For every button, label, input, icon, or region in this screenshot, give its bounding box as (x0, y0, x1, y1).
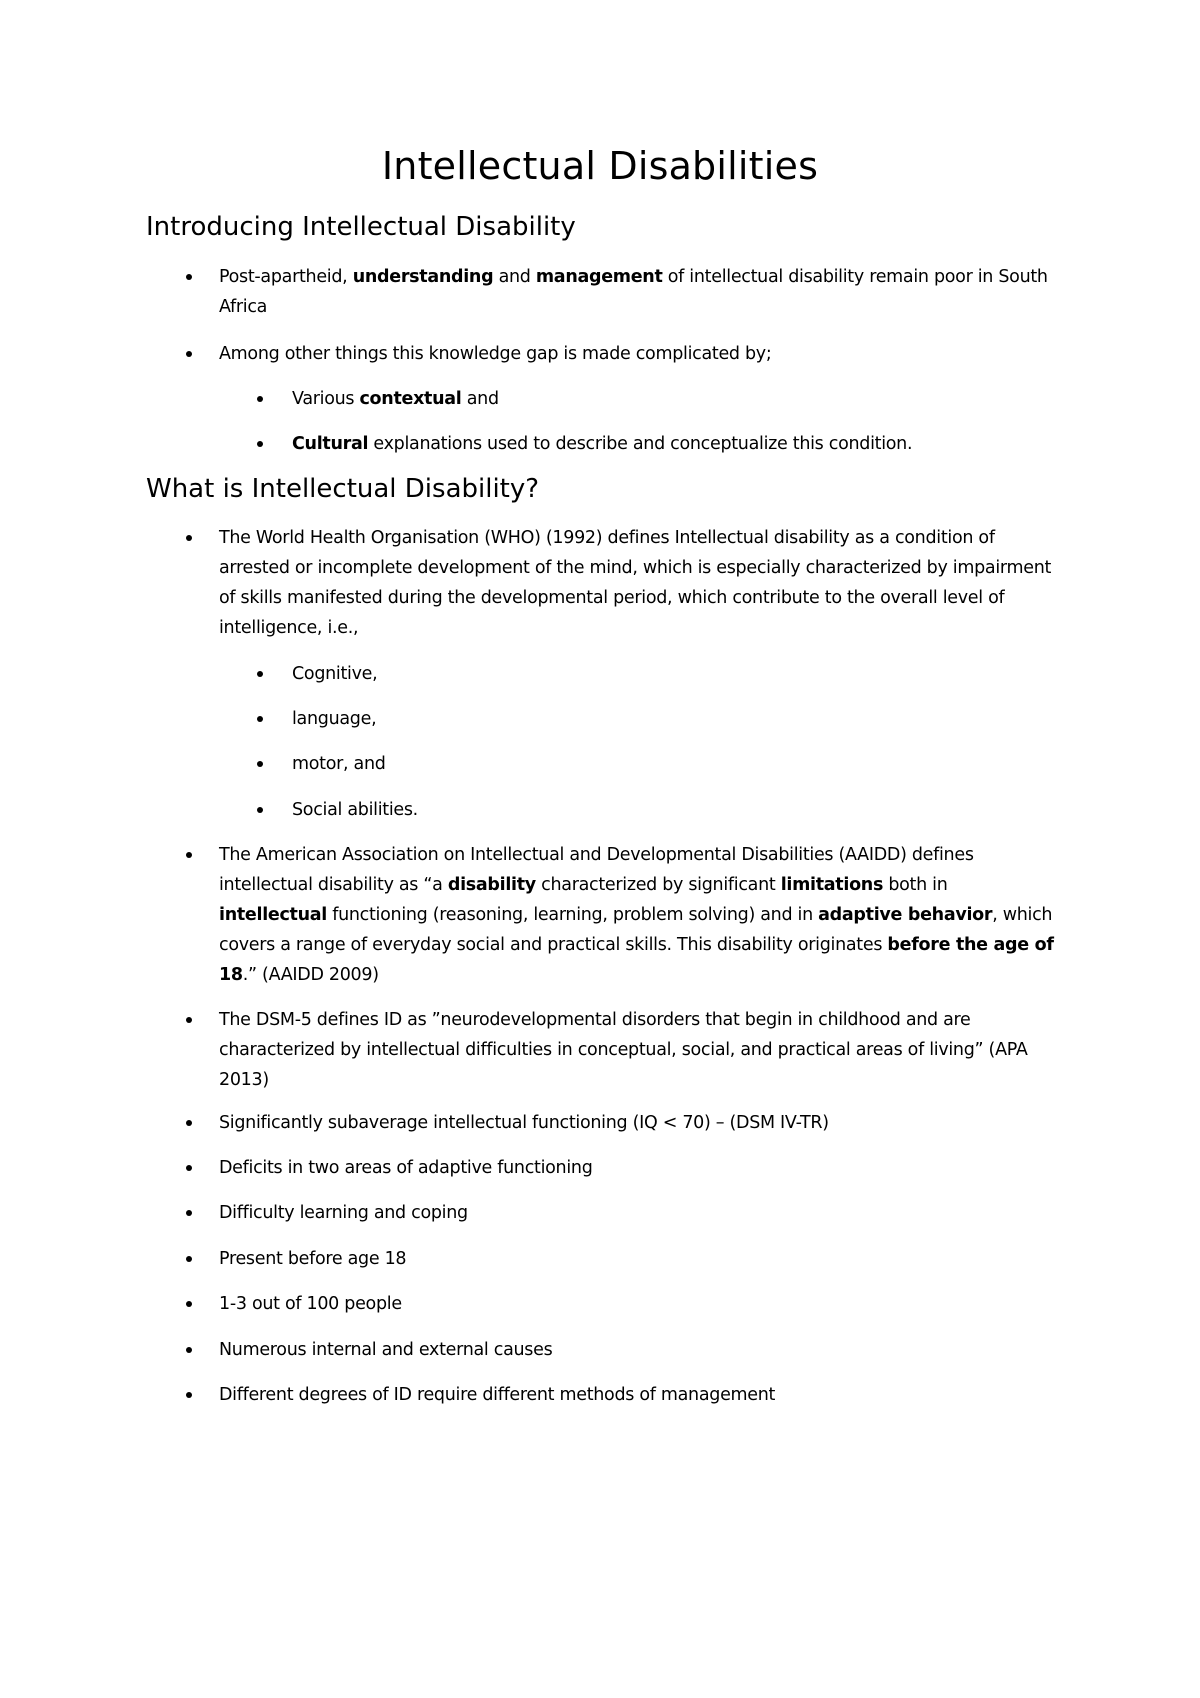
list-item (219, 1198, 1059, 1228)
bullet-icon (186, 1165, 192, 1171)
item-text: Social abilities. (292, 800, 418, 820)
list-item (219, 1335, 1059, 1365)
bullet-icon (257, 807, 263, 813)
item-text: The World Health Organisation (WHO) (1992) defines Intellectual disability as a condition of arrested or incomplete development of the mind, which is especially characterized by impairment of skills manifested during the developmental period, which contribute to the overall level of intelligence, i.e., (219, 528, 1052, 638)
bullet-icon (186, 1392, 192, 1398)
section-heading: Introducing Intellectual Disability (146, 212, 576, 242)
list-item (219, 1153, 1059, 1183)
item-text: of intellectual disability remain poor in South Africa (219, 267, 1048, 317)
item-text: Various (292, 389, 360, 409)
bullet-icon (257, 716, 263, 722)
list-item (219, 339, 1059, 369)
page-title: Intellectual Disabilities (381, 144, 819, 188)
item-text: and (461, 389, 499, 409)
item-text: and (493, 267, 536, 287)
list-item (219, 1005, 1059, 1095)
bullet-icon (257, 671, 263, 677)
list-item (219, 1380, 1059, 1410)
bold-text: Cultural (292, 434, 369, 454)
list-item (219, 262, 1059, 322)
item-text: functioning (reasoning, learning, problem solving) and in (326, 905, 819, 925)
list-item (219, 1289, 1059, 1319)
bullet-icon (257, 441, 263, 447)
item-text: Deficits in two areas of adaptive functioning (219, 1158, 593, 1178)
bold-text: adaptive behavior (818, 905, 993, 925)
list-item (292, 659, 1072, 689)
list-item (292, 384, 1072, 414)
bullet-icon (186, 852, 192, 858)
bold-text: management (535, 267, 663, 287)
item-text: Different degrees of ID require different methods of management (219, 1385, 776, 1405)
list-item (219, 840, 1059, 990)
bullet-icon (186, 1256, 192, 1262)
bullet-icon (257, 396, 263, 402)
bullet-icon (186, 351, 192, 357)
item-text: characterized by significant (535, 875, 781, 895)
item-text: Difficulty learning and coping (219, 1203, 468, 1223)
item-text: Significantly subaverage intellectual functioning (IQ < 70) – (DSM IV-TR) (219, 1113, 829, 1133)
bullet-icon (186, 1017, 192, 1023)
list-item (292, 429, 1072, 459)
bullet-icon (186, 1301, 192, 1307)
item-text: Cognitive, (292, 664, 378, 684)
bold-text: disability (447, 875, 536, 895)
item-text: language, (292, 709, 377, 729)
bullet-icon (186, 1210, 192, 1216)
item-text: The American Association on Intellectual and Developmental Disabilities (AAIDD) defines intellectual disability as “a (219, 845, 974, 895)
bold-text: intellectual (219, 905, 327, 925)
section-heading: What is Intellectual Disability? (146, 474, 540, 504)
bold-text: understanding (352, 267, 494, 287)
item-text: Among other things this knowledge gap is made complicated by; (219, 344, 772, 364)
list-item (292, 795, 1072, 825)
bold-text: limitations (780, 875, 884, 895)
bullet-icon (186, 535, 192, 541)
bullet-icon (186, 1120, 192, 1126)
item-text: Present before age 18 (219, 1249, 407, 1269)
item-text: 1-3 out of 100 people (219, 1294, 402, 1314)
item-text: Post-apartheid, (219, 267, 353, 287)
item-text: explanations used to describe and conceptualize this condition. (368, 434, 913, 454)
bullet-icon (186, 1347, 192, 1353)
item-text: Numerous internal and external causes (219, 1340, 553, 1360)
list-item (292, 749, 1072, 779)
item-text: , which covers a range of everyday social and practical skills. This disability originates (219, 905, 1053, 955)
item-text: both in (883, 875, 948, 895)
bold-text: before the age of 18 (219, 935, 1054, 985)
item-text: .” (AAIDD 2009) (242, 965, 379, 985)
list-item (219, 1108, 1059, 1138)
list-item (219, 523, 1059, 643)
bullet-icon (257, 761, 263, 767)
item-text: The DSM-5 defines ID as ”neurodevelopmental disorders that begin in childhood and are characterized by intellectual difficulties in conceptual, social, and practical areas of living” (APA 2013) (219, 1010, 1028, 1090)
bullet-icon (186, 274, 192, 280)
list-item (219, 1244, 1059, 1274)
item-text: motor, and (292, 754, 386, 774)
list-item (292, 704, 1072, 734)
bold-text: contextual (359, 389, 462, 409)
